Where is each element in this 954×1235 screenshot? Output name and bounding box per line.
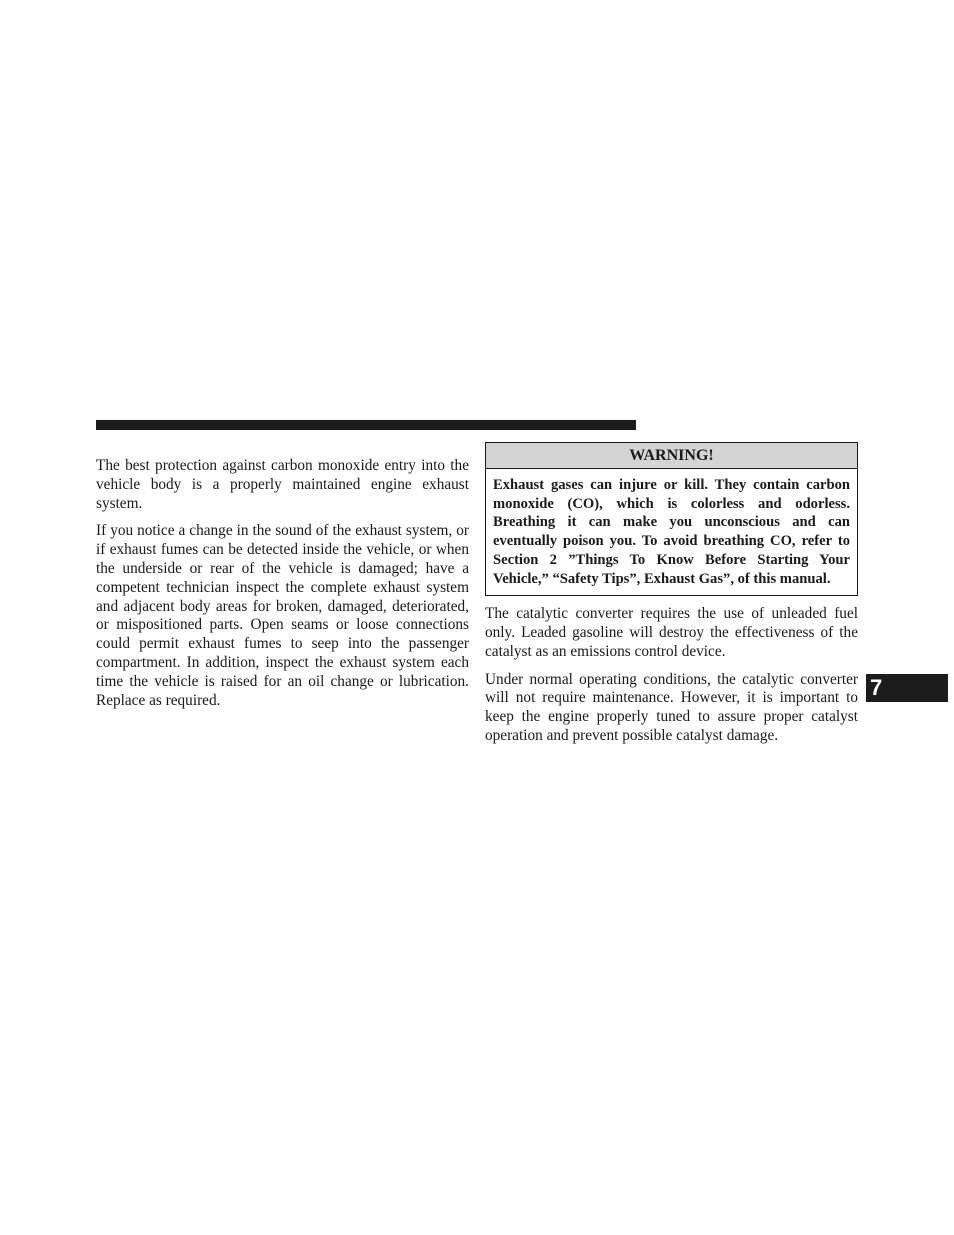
body-paragraph: The best protection against carbon monoxide entry into the vehicle body is a properly maintained engine exhaust system. bbox=[96, 457, 469, 512]
chapter-tab bbox=[866, 674, 948, 702]
body-paragraph: Under normal operating conditions, the catalytic converter will not require maintenance. However, it is important to keep the engine properly tuned to assure proper catalyst operation and prevent possible catalyst damage. bbox=[485, 670, 858, 744]
body-paragraph: If you notice a change in the sound of the exhaust system, or if exhaust fumes can be detected inside the vehicle, or when the underside or rear of the vehicle is damaged; have a competent technician inspect the complete exhaust system and adjacent body areas for broken, damaged, deteriorated, or mispositioned parts. Open seams or loose connections could permit exhaust fumes to seep into the passenger compartment. In addition, inspect the exhaust system each time the vehicle is raised for an oil change or lubrication. Replace as required. bbox=[96, 522, 469, 709]
left-column bbox=[96, 457, 469, 719]
body-paragraph: The catalytic converter requires the use of unleaded fuel only. Leaded gasoline will destroy the effectiveness of the catalyst as an emissions control device. bbox=[485, 605, 858, 660]
warning-box bbox=[485, 442, 858, 596]
warning-title: WARNING! bbox=[486, 443, 857, 469]
section-top-rule bbox=[96, 420, 636, 430]
chapter-number: 7 bbox=[870, 675, 883, 700]
right-column bbox=[485, 442, 858, 755]
warning-text: Exhaust gases can injure or kill. They contain carbon monoxide (CO), which is colorless and odorless. Breathing it can make you unconscious and can eventually poison you. To avoid breathing CO, refer to Section 2 ”Things To Know Before Starting Your Vehicle,” “Safety Tips”, Exhaust Gas”, of this manual. bbox=[493, 477, 850, 587]
